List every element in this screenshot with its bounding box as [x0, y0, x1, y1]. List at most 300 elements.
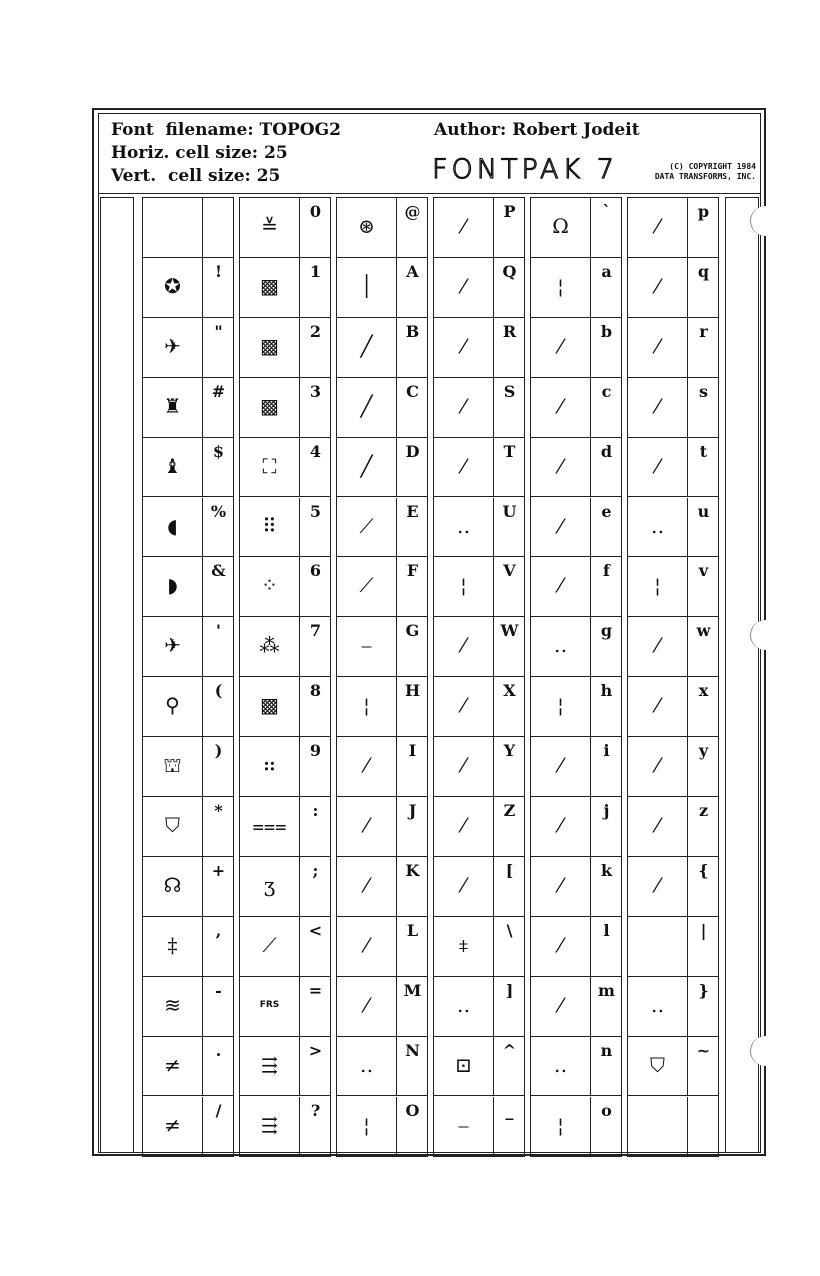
glyph-sample: ⁄: [461, 753, 466, 778]
char-cell: [688, 617, 719, 677]
char-cell: [397, 617, 428, 677]
glyph-cell: [143, 318, 203, 378]
glyph-sample: ⁂: [259, 633, 280, 658]
glyph-cell: [337, 857, 397, 917]
glyph-sample: ⁄: [364, 932, 369, 957]
char-label: z: [698, 801, 709, 820]
char-cell: [591, 617, 622, 677]
glyph-sample: │: [360, 273, 373, 298]
char-label: A: [406, 261, 419, 281]
char-label: T: [503, 441, 516, 461]
glyph-sample: ⚲: [165, 693, 180, 718]
char-cell: [494, 797, 525, 857]
glyph-cell: [531, 797, 591, 857]
glyph-sample: ⁄: [558, 872, 563, 897]
char-label: =: [308, 980, 323, 1000]
glyph-sample: ⁄: [461, 393, 466, 418]
char-label: j: [603, 801, 610, 820]
char-label: (: [214, 681, 223, 701]
char-cell: [397, 258, 428, 318]
glyph-sample: ⁄: [364, 753, 369, 778]
glyph-sample: ¦: [363, 693, 370, 718]
glyph-sample: ⁄: [655, 872, 660, 897]
glyph-sample: ¦: [654, 573, 661, 598]
char-cell: [688, 737, 719, 797]
char-label: @: [404, 202, 421, 221]
glyph-sample: ⠶: [262, 753, 277, 778]
char-cell: [397, 557, 428, 617]
char-label: _: [505, 1100, 514, 1120]
char-cell: [688, 198, 719, 258]
char-cell: [203, 1097, 234, 1157]
glyph-cell: [531, 1097, 591, 1157]
glyph-cell: [143, 258, 203, 318]
glyph-sample: ⁄: [655, 453, 660, 478]
char-label: B: [405, 321, 420, 341]
char-label: *: [214, 801, 223, 820]
char-label: w: [696, 621, 711, 641]
char-label: u: [697, 501, 710, 521]
glyph-sample: ⠿: [262, 513, 277, 538]
char-cell: [688, 1097, 719, 1157]
glyph-cell: [628, 977, 688, 1037]
glyph-sample: ‡: [167, 932, 178, 957]
glyph-sample: ♝: [163, 453, 182, 478]
char-label: ): [214, 741, 223, 761]
glyph-sample: ‥: [359, 1052, 374, 1077]
char-column-4: [433, 197, 525, 1157]
glyph-sample: ⁄: [558, 573, 563, 598]
glyph-cell: [240, 797, 300, 857]
glyph-cell: [628, 1037, 688, 1097]
glyph-sample: ʒ: [263, 872, 276, 897]
glyph-sample: ≚: [261, 214, 278, 238]
char-label: y: [698, 741, 709, 761]
glyph-cell: [143, 1097, 203, 1157]
char-cell: [591, 917, 622, 977]
glyph-cell: [628, 378, 688, 438]
char-label: O: [405, 1100, 420, 1120]
char-cell: [300, 498, 331, 558]
glyph-sample: ▩: [260, 333, 279, 358]
glyph-sample: ⊛: [358, 214, 375, 238]
char-label: !: [214, 261, 223, 281]
char-cell: [300, 258, 331, 318]
glyph-cell: [240, 977, 300, 1037]
char-cell: [494, 1037, 525, 1097]
glyph-cell: [628, 917, 688, 977]
glyph-cell: [143, 198, 203, 258]
glyph-sample: ‥: [650, 513, 665, 538]
glyph-sample: ⁄: [558, 333, 563, 358]
char-cell: [397, 977, 428, 1037]
char-cell: [203, 378, 234, 438]
glyph-cell: [337, 1037, 397, 1097]
char-cell: [591, 498, 622, 558]
glyph-sample: ⁄: [558, 393, 563, 418]
glyph-cell: [531, 917, 591, 977]
glyph-cell: [531, 677, 591, 737]
glyph-cell: [628, 498, 688, 558]
glyph-cell: [434, 318, 494, 378]
glyph-cell: [337, 557, 397, 617]
char-label: ': [216, 621, 221, 641]
glyph-sample: ◖: [167, 513, 178, 538]
glyph-sample: ▩: [260, 273, 279, 298]
glyph-cell: [531, 378, 591, 438]
glyph-sample: ⎯: [458, 1112, 469, 1137]
glyph-cell: [240, 917, 300, 977]
char-cell: [591, 857, 622, 917]
glyph-sample: ⁄: [461, 214, 466, 238]
char-label: -: [215, 980, 222, 1000]
glyph-sample: ¦: [363, 1112, 370, 1137]
char-label: 7: [309, 621, 322, 641]
glyph-sample: ⁄: [558, 813, 563, 837]
char-label: U: [502, 501, 517, 521]
glyph-cell: [628, 617, 688, 677]
char-label: L: [406, 920, 419, 940]
glyph-cell: [240, 1097, 300, 1157]
char-label: q: [697, 261, 710, 281]
char-label: W: [500, 621, 519, 641]
glyph-cell: [434, 198, 494, 258]
glyph-cell: [531, 318, 591, 378]
glyph-sample: ⁄: [364, 992, 369, 1017]
char-label: H: [404, 681, 421, 701]
glyph-cell: [240, 617, 300, 677]
char-label: .: [215, 1040, 222, 1060]
glyph-cell: [628, 318, 688, 378]
char-cell: [688, 258, 719, 318]
glyph-cell: [240, 438, 300, 498]
glyph-sample: ⁄: [461, 273, 466, 298]
char-label: #: [211, 381, 226, 401]
glyph-cell: [337, 198, 397, 258]
char-cell: [203, 557, 234, 617]
glyph-cell: [143, 977, 203, 1037]
glyph-cell: [240, 1037, 300, 1097]
char-label: s: [698, 381, 708, 401]
glyph-cell: [531, 977, 591, 1037]
char-cell: [494, 258, 525, 318]
glyph-sample: ⁄: [558, 992, 563, 1017]
glyph-sample: ⛶: [262, 453, 277, 478]
glyph-cell: [434, 557, 494, 617]
glyph-sample: ⁄: [655, 333, 660, 358]
glyph-sample: ▩: [260, 393, 279, 418]
char-cell: [591, 557, 622, 617]
char-cell: [494, 557, 525, 617]
char-cell: [591, 198, 622, 258]
char-label: 5: [309, 501, 322, 521]
char-label: t: [699, 441, 708, 461]
glyph-cell: [337, 1097, 397, 1157]
glyph-cell: [434, 617, 494, 677]
char-cell: [688, 1037, 719, 1097]
char-cell: [591, 677, 622, 737]
char-cell: [203, 677, 234, 737]
char-label: c: [601, 381, 612, 401]
char-label: ~: [696, 1040, 711, 1060]
glyph-cell: [531, 1037, 591, 1097]
brand-logo: FONTPAK 7: [432, 154, 618, 185]
glyph-sample: ⁄: [461, 633, 466, 658]
glyph-cell: [240, 378, 300, 438]
glyph-sample: ⁄: [655, 693, 660, 718]
char-label: 9: [309, 741, 322, 761]
glyph-cell: [628, 857, 688, 917]
char-cell: [494, 677, 525, 737]
char-cell: [300, 737, 331, 797]
char-label: [: [505, 860, 514, 880]
char-label: o: [601, 1100, 612, 1120]
glyph-cell: [337, 797, 397, 857]
horiz-cell-value: 25: [264, 143, 288, 163]
char-cell: [203, 258, 234, 318]
glyph-sample: ≠: [164, 1052, 181, 1077]
glyph-cell: [337, 677, 397, 737]
glyph-sample: ╱: [360, 333, 373, 358]
glyph-sample: ⁄: [655, 813, 660, 837]
glyph-cell: [434, 378, 494, 438]
char-label: :: [312, 801, 319, 820]
char-cell: [688, 797, 719, 857]
binder-hole: [750, 1036, 781, 1066]
glyph-sample: ♜: [163, 393, 182, 418]
char-label: n: [600, 1040, 613, 1060]
char-label: Q: [502, 261, 517, 281]
char-label: \: [506, 920, 513, 940]
glyph-cell: [434, 1037, 494, 1097]
glyph-cell: [337, 318, 397, 378]
glyph-sample: ‥: [456, 513, 471, 538]
glyph-cell: [434, 438, 494, 498]
char-label: m: [598, 980, 615, 1000]
glyph-sample: ≋: [164, 992, 181, 1017]
char-label: ?: [310, 1100, 321, 1120]
horiz-cell-label: Horiz. cell size:: [111, 143, 259, 163]
glyph-cell: [240, 677, 300, 737]
char-cell: [203, 498, 234, 558]
char-cell: [688, 917, 719, 977]
char-cell: [300, 1037, 331, 1097]
char-cell: [300, 378, 331, 438]
char-cell: [397, 318, 428, 378]
char-label: C: [406, 381, 419, 401]
char-cell: [494, 438, 525, 498]
char-cell: [300, 438, 331, 498]
char-cell: [591, 1097, 622, 1157]
char-cell: [397, 737, 428, 797]
char-label: I: [408, 741, 417, 761]
char-label: >: [308, 1040, 323, 1060]
glyph-cell: [143, 857, 203, 917]
char-label: R: [502, 321, 517, 341]
glyph-cell: [434, 797, 494, 857]
glyph-sample: ‥: [650, 992, 665, 1017]
glyph-cell: [628, 677, 688, 737]
copyright-line-2: DATA TRANSFORMS, INC.: [654, 172, 756, 181]
glyph-sample: ¦: [557, 273, 564, 298]
glyph-sample: ⁄: [461, 813, 466, 837]
char-label: 6: [309, 561, 322, 581]
char-label: {: [698, 860, 709, 880]
glyph-cell: [531, 857, 591, 917]
char-cell: [203, 917, 234, 977]
char-cell: [397, 797, 428, 857]
char-label: +: [211, 860, 226, 880]
char-cell: [688, 498, 719, 558]
char-label: <: [308, 920, 323, 940]
glyph-sample: ✈: [164, 633, 181, 658]
glyph-cell: [337, 617, 397, 677]
glyph-cell: [143, 1037, 203, 1097]
glyph-cell: [434, 737, 494, 797]
author-label: Author:: [434, 120, 507, 140]
glyph-sample: ⁘: [261, 573, 278, 598]
glyph-cell: [434, 1097, 494, 1157]
vert-cell-label: Vert. cell size:: [111, 166, 251, 186]
char-cell: [397, 917, 428, 977]
char-label: i: [603, 741, 610, 761]
char-label: 4: [309, 441, 322, 461]
char-cell: [591, 258, 622, 318]
char-column-2: [239, 197, 331, 1157]
char-cell: [688, 438, 719, 498]
glyph-cell: [628, 198, 688, 258]
glyph-sample: ‥: [553, 1052, 568, 1077]
glyph-cell: [143, 557, 203, 617]
glyph-cell: [143, 797, 203, 857]
glyph-sample: ☊: [163, 872, 182, 897]
char-cell: [591, 977, 622, 1037]
char-label: b: [600, 321, 613, 341]
char-cell: [591, 737, 622, 797]
glyph-sample: ‥: [456, 992, 471, 1017]
char-label: 0: [309, 202, 322, 221]
vert-cell-value: 25: [256, 166, 281, 186]
glyph-sample: ⁄: [558, 513, 563, 538]
char-label: x: [698, 681, 709, 701]
glyph-cell: [628, 557, 688, 617]
char-cell: [494, 1097, 525, 1157]
char-column-1: [142, 197, 234, 1157]
char-cell: [397, 198, 428, 258]
glyph-sample: ⟋: [262, 932, 277, 957]
char-label: Y: [503, 741, 516, 761]
char-cell: [591, 438, 622, 498]
char-label: l: [603, 920, 610, 940]
char-label: G: [405, 621, 420, 641]
glyph-sample: ✪: [164, 273, 181, 298]
glyph-sample: ⇶: [261, 1112, 278, 1137]
glyph-sample: ⇶: [261, 1052, 278, 1077]
glyph-sample: FRS: [259, 999, 280, 1010]
glyph-cell: [143, 677, 203, 737]
glyph-sample: ⁄: [461, 453, 466, 478]
glyph-cell: [628, 438, 688, 498]
glyph-sample: ⧧: [458, 932, 469, 957]
char-label: 1: [309, 261, 322, 281]
char-cell: [397, 1037, 428, 1097]
glyph-cell: [337, 438, 397, 498]
char-label: %: [210, 501, 227, 521]
glyph-cell: [337, 917, 397, 977]
glyph-sample: ⟋: [359, 513, 374, 538]
glyph-sample: ≠: [164, 1112, 181, 1137]
char-label: V: [503, 561, 516, 581]
glyph-cell: [531, 557, 591, 617]
glyph-sample: ▩: [260, 693, 279, 718]
glyph-cell: [143, 498, 203, 558]
char-cell: [300, 557, 331, 617]
glyph-sample: ¦: [460, 573, 467, 598]
glyph-cell: [531, 438, 591, 498]
char-label: ]: [505, 980, 514, 1000]
char-cell: [300, 318, 331, 378]
char-label: $: [212, 441, 225, 461]
glyph-cell: [531, 617, 591, 677]
char-label: a: [601, 261, 612, 281]
char-label: f: [603, 561, 610, 581]
char-label: ^: [502, 1040, 517, 1060]
char-cell: [688, 318, 719, 378]
char-cell: [300, 917, 331, 977]
char-cell: [591, 1037, 622, 1097]
glyph-sample: ⁄: [655, 273, 660, 298]
char-label: `: [602, 202, 611, 221]
char-label: 3: [309, 381, 322, 401]
char-label: Z: [503, 801, 516, 820]
glyph-cell: [337, 258, 397, 318]
glyph-cell: [143, 617, 203, 677]
glyph-cell: [434, 498, 494, 558]
char-label: d: [600, 441, 613, 461]
glyph-cell: [434, 917, 494, 977]
glyph-sample: ⎯: [361, 633, 372, 658]
char-cell: [494, 318, 525, 378]
char-cell: [591, 797, 622, 857]
glyph-cell: [240, 318, 300, 378]
char-label: P: [503, 202, 516, 221]
char-cell: [203, 438, 234, 498]
glyph-cell: [143, 737, 203, 797]
glyph-cell: [240, 857, 300, 917]
char-label: M: [403, 980, 422, 1000]
char-label: p: [697, 202, 710, 221]
glyph-sample: ⟋: [359, 573, 374, 598]
glyph-sample: ⁄: [655, 214, 660, 238]
copyright-line-1: (C) COPYRIGHT 1984: [669, 162, 756, 171]
char-cell: [494, 917, 525, 977]
char-label: ,: [215, 920, 222, 940]
char-cell: [203, 318, 234, 378]
char-label: F: [406, 561, 419, 581]
char-cell: [203, 617, 234, 677]
glyph-cell: [434, 677, 494, 737]
char-label: 2: [309, 321, 322, 341]
glyph-sample: ╱: [360, 453, 373, 478]
char-cell: [397, 378, 428, 438]
binder-hole: [750, 206, 781, 236]
glyph-cell: [628, 797, 688, 857]
glyph-sample: ⛫: [163, 753, 182, 778]
char-cell: [397, 438, 428, 498]
glyph-sample: ⩶: [252, 813, 287, 837]
char-cell: [203, 857, 234, 917]
char-cell: [494, 498, 525, 558]
